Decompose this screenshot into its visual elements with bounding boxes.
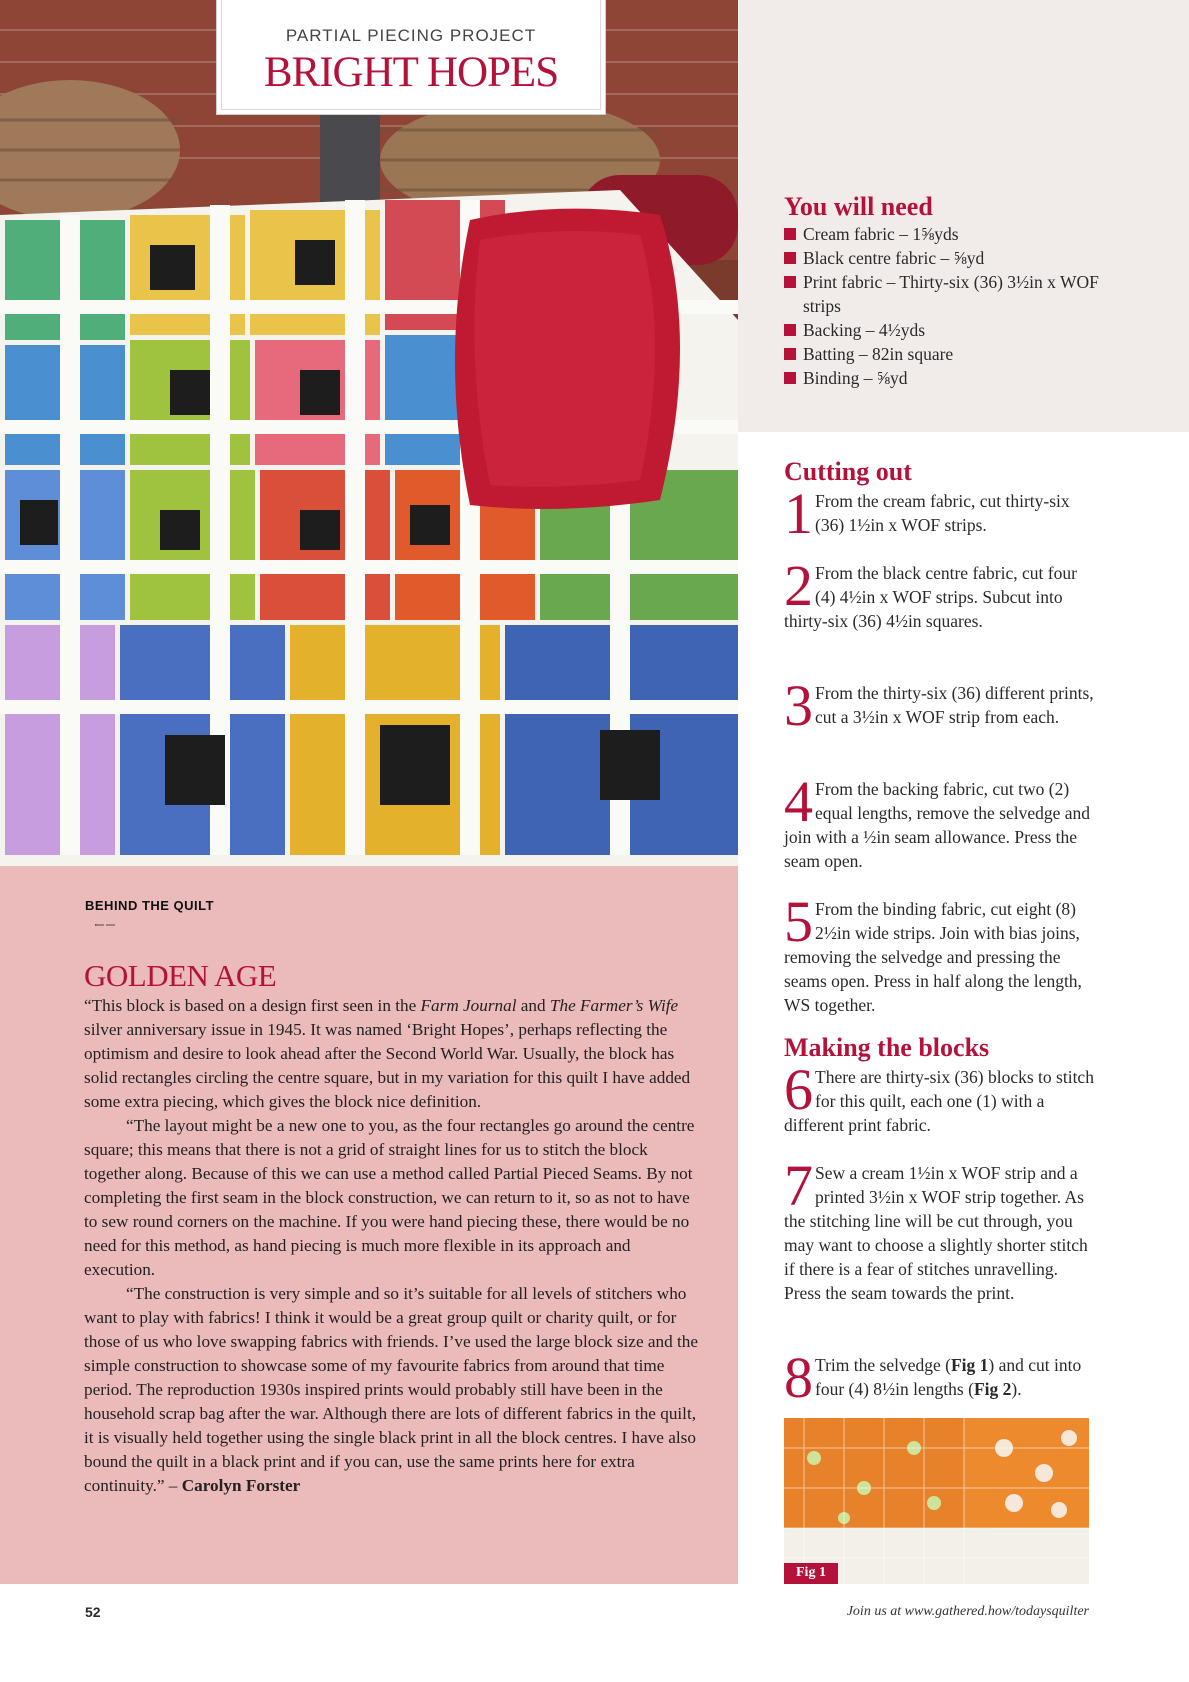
you-will-need-heading: You will need [784,192,933,221]
step-7 [784,1153,1094,1305]
step-text: From the backing fabric, cut two (2) equal lengths, remove the selvedge and join with a ½in seam allowance. Press the seam open. [784,779,1091,871]
step-text: There are thirty-six (36) blocks to stitch for this quilt, each one (1) with a different print fabric. [784,1067,1094,1135]
step-number: 8 [784,1345,813,1410]
step-number: 4 [784,769,813,834]
story-paragraph-3 [84,1282,698,1498]
list-item: Print fabric – Thirty-six (36) 3½in x WOF strips [784,270,1104,318]
step-text: From the thirty-six (36) different prints, cut a 3½in x WOF strip from each. [815,683,1094,727]
golden-age-heading: GOLDEN AGE [84,958,277,993]
step-text: From the binding fabric, cut eight (8) 2½in wide strips. Join with bias joins, removing the selvedge and pressing the seams open. Press in half along the length, WS together. [784,899,1082,1015]
step-4 [784,769,1094,873]
step-3 [784,673,1094,738]
step-6 [784,1057,1094,1137]
fig1-ref: Fig 1 [950,1355,989,1375]
step-number: 1 [784,481,813,546]
text-run: “The construction is very simple and so it’s suitable for all levels of stitchers who want to play with fabrics! I think it would be a great group quilt or charity quilt, or for those of us who love swapping fabrics with friends. I’ve used the large block size and the simple construction to showcase some of my favourite fabrics from around that time period. The reproduction 1930s inspired prints would probably still have been in the household scrap bag after the war. Although there are lots of different fabrics in the quilt, it is visually held together using the single black print in all the block centres. I have also bound the quilt in a black print and if you can, use the same prints here for extra continuity.” – [84,1284,698,1495]
list-item: Black centre fabric – ⅝yd [784,246,1104,270]
step-text-b: ) and cut into four (4) 8½in lengths ( [815,1355,1082,1399]
fig2-ref: Fig 2 [973,1379,1012,1399]
step-number: 2 [784,553,813,618]
step-number: 5 [784,889,813,954]
publication-name: The Farmer’s Wife [549,996,679,1015]
making-blocks-heading: Making the blocks [784,1033,990,1062]
list-item: Backing – 4½yds [784,318,1104,342]
step-text: Sew a cream 1½in x WOF strip and a printed 3½in x WOF strip together. As the stitching line will be cut through, you may want to choose a slightly shorter stitch if there is a fear of stitches unravelling. Press the seam towards the print. [784,1163,1088,1303]
step-number: 6 [784,1057,813,1122]
figure-1-label: Fig 1 [784,1563,838,1584]
step-text: From the cream fabric, cut thirty-six (36) 1½in x WOF strips. [815,491,1070,535]
step-text: From the black centre fabric, cut four (4) 4½in x WOF strips. Subcut into thirty-six (36) 4½in squares. [784,563,1077,631]
text-run: “This block is based on a design first seen in the [84,996,421,1015]
list-item: Cream fabric – 1⅝yds [784,222,1104,246]
step-number: 3 [784,673,813,738]
cutting-out-heading: Cutting out [784,457,912,486]
figure-1-photo [784,1418,1089,1584]
step-text-c: ). [1011,1379,1022,1399]
text-run: and [516,996,550,1015]
project-kicker: PARTIAL PIECING PROJECT [285,26,537,45]
step-8 [784,1345,1094,1410]
materials-list [784,222,1104,390]
page-title: BRIGHT HOPES [263,49,559,96]
story-paragraph-2: “The layout might be a new one to you, as the four rectangles go around the centre square; this means that there is not a grid of straight lines for us to stitch the block together along. Because of this we can use a method called Partial Pieced Seams. By not completing the first seam in the block construction, we can return to it, so as not to have to sew round corners on the machine. If you were hand piecing these, there would be no need for this method, as hand piecing is much more flexible in its approach and execution. [84,1116,695,1279]
step-1 [784,481,1094,546]
list-item: Binding – ⅝yd [784,366,1104,390]
step-5 [784,889,1094,1017]
author-name: Carolyn Forster [181,1476,301,1495]
behind-the-quilt-label: BEHIND THE QUILT [85,898,215,913]
list-item: Batting – 82in square [784,342,1104,366]
story-paragraph-1 [84,994,698,1114]
story-text [84,994,698,1498]
footer-url: Join us at www.gathered.how/todaysquilter [846,1604,1089,1619]
quilt-photo [0,0,738,866]
publication-name: Farm Journal [420,996,517,1015]
step-text-a: Trim the selvedge ( [815,1355,951,1375]
step-2 [784,553,1094,633]
arrow-divider-icon [85,924,125,926]
title-box [216,0,606,115]
step-number: 7 [784,1153,813,1218]
page-number: 52 [85,1604,101,1620]
text-run: silver anniversary issue in 1945. It was named ‘Bright Hopes’, perhaps reflecting the optimism and desire to look ahead after the Second World War. Usually, the block has solid rectangles circling the centre square, but in my variation for this quilt I have added some extra piecing, which gives the block nice definition. [84,1020,691,1111]
